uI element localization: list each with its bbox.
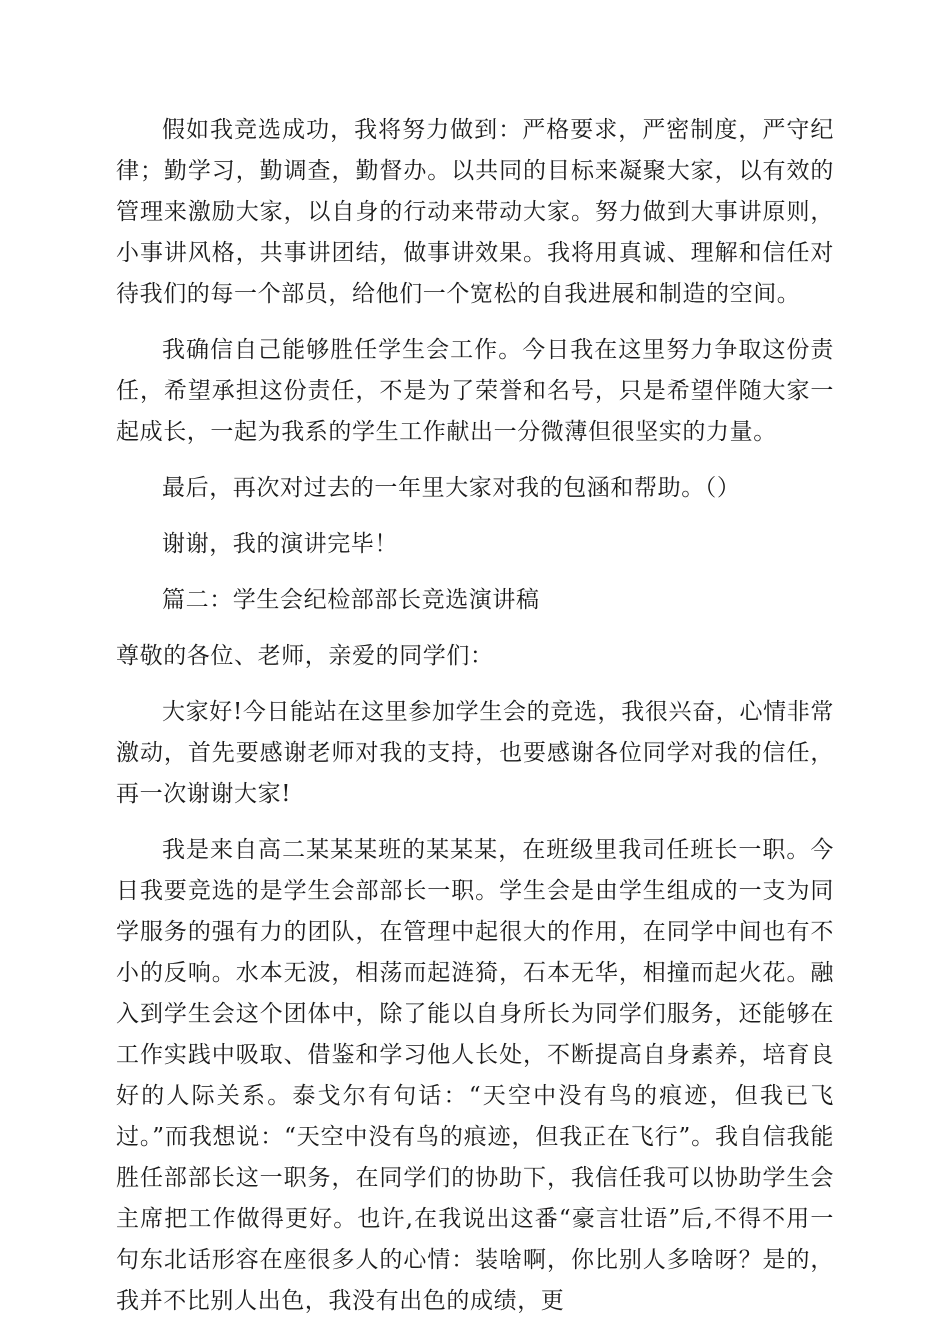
salutation: 尊敬的各位、老师，亲爱的同学们： [116,643,494,669]
paragraph-closing: 谢谢，我的演讲完毕！ [162,531,398,557]
paragraph-confidence: 我确信自己能够胜任学生会工作。今日我在这里努力争取这份责任，希望承担这份责任，不是为了荣誉和名号，只是希望伴随大家一起成长，一起为我系的学生工作献出一分微薄但很坚实的力量。 [116,337,834,445]
document-body [116,110,834,1337]
paragraph-greeting: 大家好!今日能站在这里参加学生会的竞选，我很兴奋，心情非常激动，首先要感谢老师对我的支持，也要感谢各位同学对我的信任，再一次谢谢大家! [116,699,834,807]
paragraph-campaign-pledge: 假如我竞选成功，我将努力做到：严格要求，严密制度，严守纪律；勤学习，勤调查，勤督办。以共同的目标来凝聚大家，以有效的管理来激励大家，以自身的行动来带动大家。努力做到大事讲原则，小事讲风格，共事讲团结，做事讲效果。我将用真诚、理解和信任对待我们的每一个部员，给他们一个宽松的自我进展和制造的空间。 [116,117,834,307]
section-title-part-two: 篇二：学生会纪检部部长竞选演讲稿 [162,587,540,613]
paragraph-thanks: 最后，再次对过去的一年里大家对我的包涵和帮助。（） [162,475,741,501]
paragraph-self-introduction: 我是来自高二某某某班的某某某，在班级里我司任班长一职。今日我要竞选的是学生会部部长一职。学生会是由学生组成的一支为同学服务的强有力的团队，在管理中起很大的作用，在同学中间也有不小的反响。水本无波，相荡而起涟猗，石本无华，相撞而起火花。融入到学生会这个团体中，除了能以自身所长为同学们服务，还能够在工作实践中吸取、借鉴和学习他人长处，不断提高自身素养，培育良好的人际关系。泰戈尔有句话：“天空中没有鸟的痕迹，但我已飞过。”而我想说：“天空中没有鸟的痕迹，但我正在飞行”。我自信我能胜任部部长这一职务，在同学们的协助下，我信任我可以协助学生会主席把工作做得更好。也许,在我说出这番“豪言壮语”后,不得不用一句东北话形容在座很多人的心情：装啥啊，你比别人多啥呀？是的，我并不比别人出色，我没有出色的成绩，更 [116,837,834,1314]
